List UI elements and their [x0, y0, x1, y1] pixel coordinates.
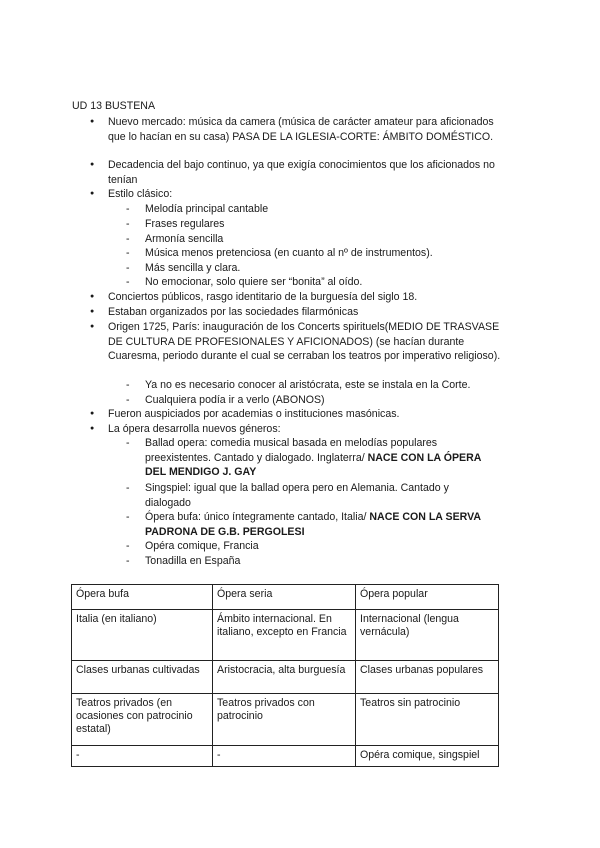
bullet-concerts-spirituels: ● Origen 1725, París: inauguración de los Concerts spirituels(MEDIO DE TRASVASE DE CULTURA DE PROFESIONALES Y AFICIONADOS) (se hacían durante Cuaresma, periodo durante el cual se cerraban los teatros por imperativo religioso).	[108, 320, 508, 364]
bullet-nuevo-mercado	[108, 115, 508, 144]
table-cell: Clases urbanas cultivadas	[72, 661, 213, 694]
table-cell: Teatros privados con patrocinio	[213, 694, 356, 746]
opera-comparison-table	[71, 584, 499, 767]
sub-item: - Melodía principal cantable	[145, 202, 497, 217]
sub-item-emphasis: NACE CON LA ÓPERA DEL MENDIGO J. GAY	[145, 451, 482, 479]
table-cell: Aristocracia, alta burguesía	[213, 661, 356, 694]
bullet-emphasis: PASA DE LA IGLESIA-CORTE: ÁMBITO DOMÉSTICO.	[232, 130, 494, 143]
table-header-row	[72, 585, 499, 610]
sub-item-ballad-opera	[145, 436, 497, 480]
table-row	[72, 746, 499, 767]
sub-item-tonadilla: - Tonadilla en España	[145, 554, 497, 569]
sub-item-text: Ballad opera: comedia musical basada en melodías populares preexistentes. Cantado y dialogado. Inglaterra/	[145, 437, 438, 464]
table-header-cell: Ópera popular	[356, 585, 499, 610]
bullet-bajo-continuo: ● Decadencia del bajo continuo, ya que exigía conocimientos que los aficionados no tenían	[108, 158, 508, 187]
bullet-conciertos-publicos: ● Conciertos públicos, rasgo identitario de la burguesía del siglo 18.	[108, 290, 508, 305]
table-cell: Italia (en italiano)	[72, 610, 213, 661]
table-header-cell: Ópera bufa	[72, 585, 213, 610]
sub-item: - Cualquiera podía ir a verlo (ABONOS)	[145, 393, 497, 408]
bullet-text: Nuevo mercado: música da camera (música de carácter amateur para aficionados que lo hacían en su casa)	[108, 116, 494, 143]
sub-item: - No emocionar, solo quiere ser “bonita” al oído.	[145, 275, 497, 290]
bullet-sociedades-filarmonicas: ● Estaban organizados por las sociedades filarmónicas	[108, 305, 508, 320]
table-row	[72, 610, 499, 661]
table-cell: Clases urbanas populares	[356, 661, 499, 694]
sub-item-emphasis: NACE CON LA SERVA PADRONA DE G.B. PERGOLESI	[145, 511, 481, 538]
sub-item-text: Ópera bufa: único íntegramente cantado, Italia/	[145, 511, 367, 523]
sub-item-opera-bufa	[145, 510, 497, 539]
sub-item-opera-comique: - Opéra comique, Francia	[145, 539, 497, 554]
table-header-cell: Ópera seria	[213, 585, 356, 610]
table-row	[72, 661, 499, 694]
table-cell: Ámbito internacional. En italiano, excepto en Francia	[213, 610, 356, 661]
sub-item-singspiel: - Singspiel: igual que la ballad opera pero en Alemania. Cantado y dialogado	[145, 481, 497, 510]
bullet-opera-generos: ● La ópera desarrolla nuevos géneros:	[108, 422, 508, 437]
table-cell: -	[72, 746, 213, 767]
table-row	[72, 694, 499, 746]
sub-item: - Música menos pretenciosa (en cuanto al nº de instrumentos).	[145, 246, 497, 261]
table-cell: Internacional (lengua vernácula)	[356, 610, 499, 661]
table-cell: -	[213, 746, 356, 767]
table-cell: Teatros privados (en ocasiones con patrocinio estatal)	[72, 694, 213, 746]
bullet-academias: ● Fueron auspiciados por academias o instituciones masónicas.	[108, 407, 508, 422]
table-cell: Teatros sin patrocinio	[356, 694, 499, 746]
table-cell: Opéra comique, singspiel	[356, 746, 499, 767]
bullet-estilo-clasico: ● Estilo clásico:	[108, 187, 508, 202]
sub-item: - Más sencilla y clara.	[145, 261, 497, 276]
document-title: UD 13 BUSTENA	[72, 100, 156, 112]
sub-item: - Armonía sencilla	[145, 232, 497, 247]
sub-item: - Frases regulares	[145, 217, 497, 232]
sub-item: - Ya no es necesario conocer al aristócrata, este se instala en la Corte.	[145, 378, 497, 393]
